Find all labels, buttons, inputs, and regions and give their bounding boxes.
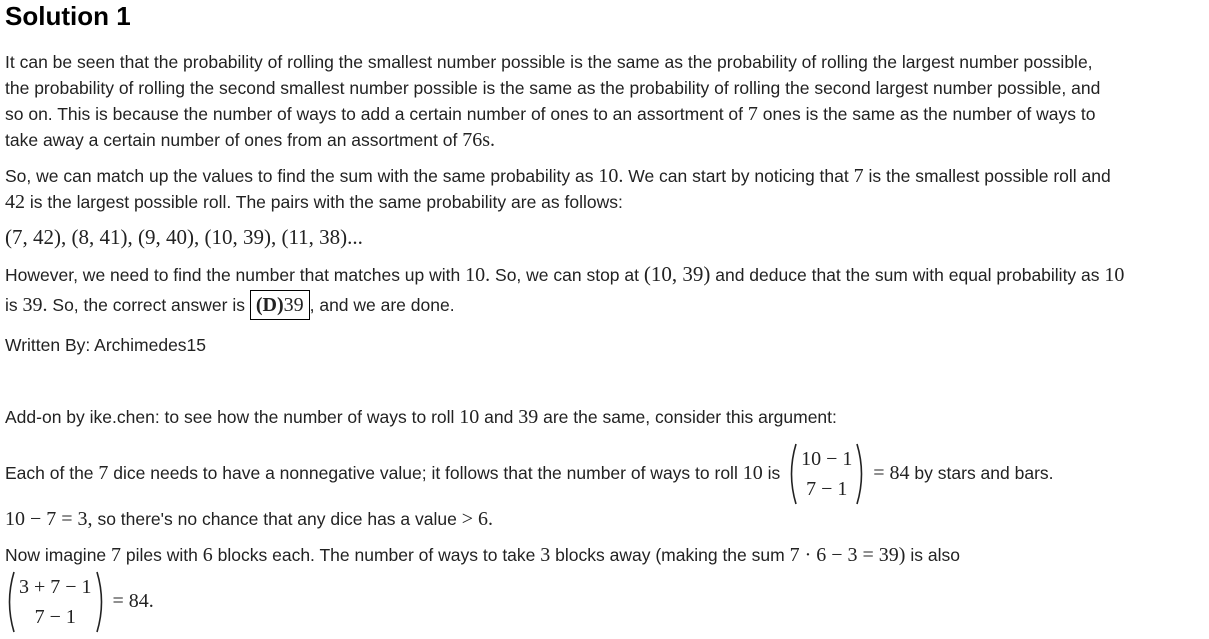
- text: by stars and bars.: [914, 463, 1054, 483]
- text: is: [5, 295, 18, 315]
- text: ones is the same as the number of ways to: [762, 104, 1096, 124]
- text: and: [484, 407, 514, 427]
- paragraph-2-line-2: [5, 189, 623, 215]
- math: 39.: [22, 294, 48, 316]
- math: 10.: [598, 165, 624, 187]
- text: Add-on by ike.chen: to see how the number of ways to roll: [5, 407, 455, 427]
- text: is also: [910, 545, 960, 565]
- binomial-coefficient: [3, 570, 108, 634]
- piles-line: [5, 542, 960, 568]
- binomial-bottom: 7 − 1: [806, 478, 848, 501]
- text: So, we can stop at: [495, 265, 639, 285]
- text: Now imagine: [5, 545, 107, 565]
- answer-value: 39: [283, 294, 304, 316]
- pairs-list: (7, 42), (8, 41), (9, 40), (10, 39), (11, 38)...: [5, 225, 363, 249]
- binomial-top: 3 + 7 − 1: [19, 576, 92, 599]
- paragraph-1-line-3: [5, 101, 1095, 127]
- math: 10: [1104, 264, 1125, 286]
- text: piles with: [125, 545, 198, 565]
- binomial-coefficient: [785, 442, 868, 506]
- math: 7: [747, 103, 758, 125]
- math: 39: [518, 406, 539, 428]
- math: 7: [98, 462, 109, 484]
- text: However, we need to find the number that matches up with: [5, 265, 461, 285]
- binomial-bottom: 7 − 1: [34, 606, 76, 629]
- math: 42: [5, 191, 25, 213]
- answer-letter: (D): [255, 294, 284, 316]
- left-paren-icon: [785, 442, 799, 506]
- math: 7: [462, 129, 473, 151]
- text: take away a certain number of ones from an assortment of: [5, 130, 458, 150]
- text: Each of the: [5, 463, 94, 483]
- left-paren-icon: [3, 570, 17, 634]
- text: dice needs to have a nonnegative value; it follows that the number of ways to roll: [113, 463, 738, 483]
- text: blocks away (making the sum: [555, 545, 785, 565]
- math: > 6.: [461, 508, 494, 530]
- text: We can start by noticing that: [628, 166, 849, 186]
- right-paren-icon: [94, 570, 108, 634]
- paragraph-1-line-2: the probability of rolling the second smallest number possible is the same as the probability of rolling the second largest number possible, and: [5, 78, 1101, 98]
- math: 7: [853, 165, 864, 187]
- right-paren-icon: [854, 442, 868, 506]
- final-binomial-line: [3, 568, 154, 634]
- text: So, we can match up the values to find the sum with the same probability as: [5, 166, 594, 186]
- text: is the largest possible roll. The pairs with the same probability are as follows:: [29, 192, 623, 212]
- difference-line: [5, 506, 493, 532]
- math: (10, 39): [643, 262, 711, 286]
- author-line: Written By: Archimedes15: [5, 335, 207, 355]
- paragraph-3-line-2: [5, 290, 455, 320]
- text: So, the correct answer is: [52, 295, 245, 315]
- math: = 84.: [112, 590, 154, 612]
- paragraph-1-line-4: [5, 127, 495, 153]
- answer-box: [250, 290, 310, 320]
- paragraph-2-line-1: [5, 163, 1111, 189]
- text: so on. This is because the number of ways to add a certain number of ones to an assortment of: [5, 104, 744, 124]
- math: 6s.: [472, 129, 495, 151]
- text: blocks each. The number of ways to take: [217, 545, 536, 565]
- text: is: [767, 463, 781, 483]
- text: is the smallest possible roll and: [868, 166, 1111, 186]
- addon-line: [5, 404, 837, 430]
- text: are the same, consider this argument:: [543, 407, 837, 427]
- math: 6: [202, 544, 213, 566]
- math: 10: [742, 462, 763, 484]
- math: 3: [540, 544, 551, 566]
- math: 7: [111, 544, 122, 566]
- math: 7 · 6 − 3 = 39): [789, 544, 906, 566]
- math: = 84: [873, 462, 910, 484]
- math: 10 − 7 = 3,: [5, 508, 93, 530]
- paragraph-1-line-1: It can be seen that the probability of rolling the smallest number possible is the same as the probability of rolling the largest number possible,: [5, 52, 1093, 72]
- stars-and-bars-line: [5, 440, 1054, 506]
- text: and deduce that the sum with equal probability as: [715, 265, 1100, 285]
- math: 10: [459, 406, 480, 428]
- text: so there's no chance that any dice has a value: [97, 509, 457, 529]
- solution-heading: Solution 1: [5, 1, 131, 31]
- text: , and we are done.: [309, 295, 455, 315]
- paragraph-3-line-1: [5, 261, 1124, 288]
- binomial-top: 10 − 1: [801, 448, 853, 471]
- math: 10.: [465, 264, 491, 286]
